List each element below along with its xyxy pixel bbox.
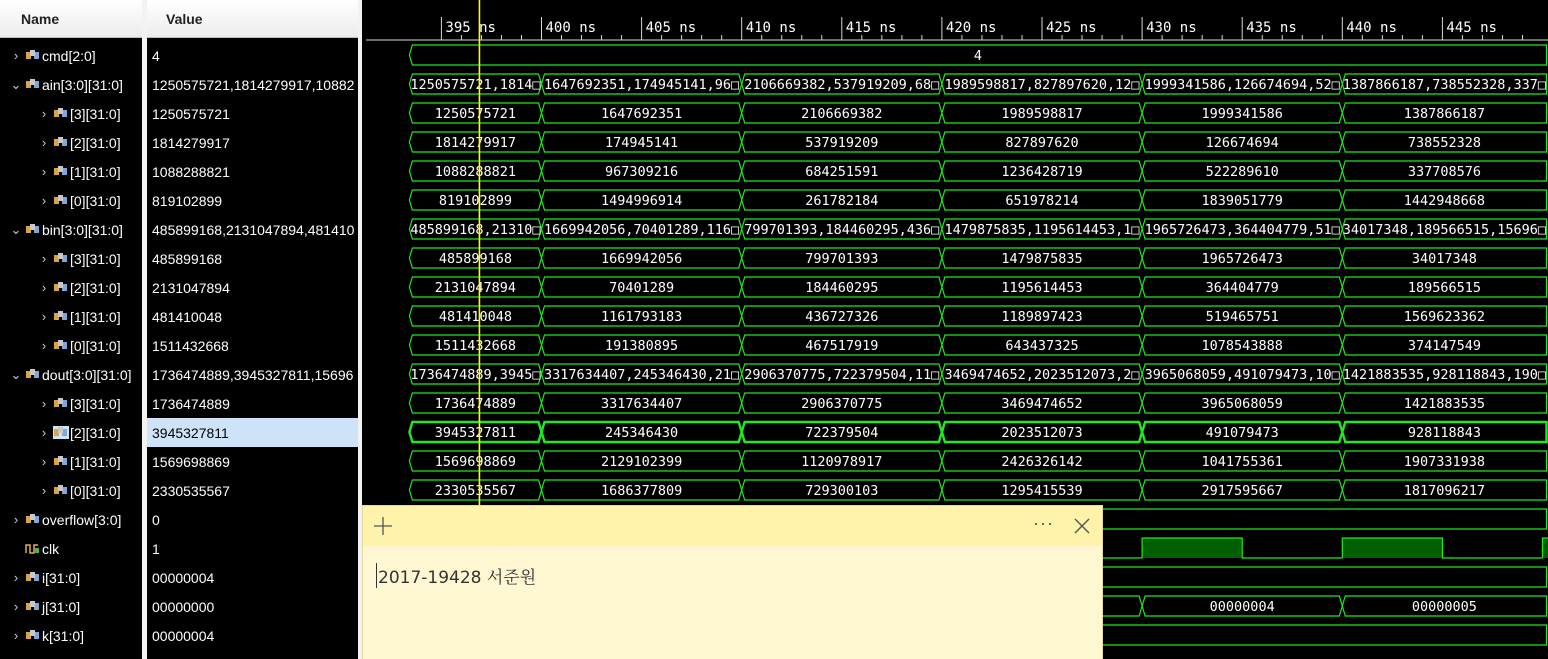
bus-value-label: 1669942056,70401289,116□ [544,222,740,238]
bus-icon [53,484,69,497]
bus-value-label: 1494996914 [600,193,683,209]
bus-value-label: 261782184 [805,193,879,209]
expand-chevron-icon[interactable]: › [41,338,47,353]
timeline-tick-label: 420 ns [945,20,997,36]
signal-row-name[interactable] [0,505,142,534]
bus-value-label: 1647692351 [600,106,683,122]
bus-value-label: 2906370775 [801,396,883,412]
bus-value-label: 3965068059,491079473,10□ [1144,367,1340,383]
bus-value-label: 1421883535,928118843,190□ [1342,367,1547,383]
bus-value-label: 1161793183 [600,309,683,325]
bus-value-label: 184460295 [805,280,879,296]
bus-value-label: 467517919 [805,338,879,354]
bus-value-label: 3469474652 [1001,396,1083,412]
bus-value-label: 643437325 [1005,338,1079,354]
bus-value-label: 827897620 [1005,135,1079,151]
expand-chevron-icon[interactable]: › [13,48,19,63]
bus-value-label: 1736474889,3945□ [410,367,541,383]
signal-row-value[interactable] [147,128,358,157]
signal-row-name[interactable] [0,302,142,331]
signal-value: 2131047894 [152,279,230,296]
bus-value-label: 189566515 [1407,280,1481,296]
signal-name: [3][31:0] [70,250,121,267]
bus-value-label: 1999341586,126674694,52□ [1144,77,1340,93]
bus-value-label: 967309216 [605,164,679,180]
signal-row-value[interactable] [147,186,358,215]
bus-value-label: 364404779 [1205,280,1279,296]
bus-value-label: 34017348 [1411,251,1477,267]
signal-value: 3945327811 [152,424,229,441]
timeline-tick-label: 410 ns [745,20,797,36]
signal-row-name[interactable] [0,418,142,447]
signal-row-name[interactable] [0,273,142,302]
bus-icon [53,281,69,294]
signal-value: 1088288821 [152,163,230,180]
signal-row-name[interactable] [0,99,142,128]
signal-row-name[interactable] [0,70,142,99]
values-panel [147,0,358,659]
signal-row-value[interactable] [147,563,358,592]
timeline-tick-label: 435 ns [1246,20,1297,36]
name-column-header[interactable]: Name [0,0,142,38]
bus-value-label: 799701393 [805,251,879,267]
add-note-icon[interactable] [372,515,394,537]
signal-value: 1736474889,3945327811,15696 [152,366,354,383]
bus-value-label: 2106669382,537919209,68□ [744,77,940,93]
bus-value-label: 3965068059 [1201,396,1283,412]
timeline-tick-label: 445 ns [1446,20,1497,36]
signal-row-value[interactable] [147,215,358,244]
bus-value-label: 2129102399 [600,454,683,470]
signal-name: [0][31:0] [70,337,121,354]
bus-value-label: 1999341586 [1201,106,1283,122]
signal-value: 00000004 [152,627,215,644]
signal-name: clk [42,540,60,557]
signal-name: [0][31:0] [70,192,121,209]
bus-value-label: 3317634407 [600,396,683,412]
bus-value-label: 2131047894 [434,280,517,296]
signal-row-value[interactable] [147,302,358,331]
signal-row-value[interactable] [147,273,358,302]
bus-icon [25,513,41,526]
signal-name: k[31:0] [42,627,85,644]
bus-value-label: 2330535567 [434,483,517,499]
bus-value-label: 1686377809 [600,483,683,499]
signal-value: 0 [152,511,160,528]
bus-value-label: 928118843 [1407,425,1481,441]
expand-chevron-icon[interactable]: › [41,106,47,121]
bus-value-label: 1965726473 [1201,251,1283,267]
signal-row-value[interactable] [147,476,358,505]
timeline-tick-label: 400 ns [545,20,597,36]
bus-value-label: 651978214 [1005,193,1079,209]
signal-value: 1569698869 [152,453,230,470]
bus-value-label: 2023512073 [1001,425,1083,441]
bus-value-label: 2917595667 [1201,483,1283,499]
expand-chevron-icon[interactable]: › [13,570,19,585]
bus-icon [53,136,69,149]
timeline-tick-label: 415 ns [845,20,897,36]
signal-value: 1250575721,1814279917,10882 [152,76,355,93]
bus-value-label: 3469474652,2023512073,2□ [944,367,1140,383]
signal-row-name[interactable] [0,447,142,476]
bus-value-label: 1442948668 [1403,193,1486,209]
bus-value-label: 34017348,189566515,15696□ [1342,222,1547,238]
signal-row-value[interactable] [147,389,358,418]
sticky-note-toolbar [363,506,1102,546]
collapse-chevron-icon[interactable]: ⌄ [10,222,22,237]
signal-name: i[31:0] [42,569,81,586]
signal-row-value[interactable] [147,534,358,563]
close-icon[interactable] [1073,517,1091,535]
bus-value-label: 1736474889 [434,396,517,412]
signal-row-name[interactable] [0,360,142,389]
bus-value-label: 1569623362 [1403,309,1486,325]
signal-row-value[interactable] [147,360,358,389]
bus-value-label: 537919209 [805,135,879,151]
bus-value-label: 70401289 [609,280,675,296]
signal-name: [1][31:0] [70,308,121,325]
bus-value-label: 729300103 [805,483,879,499]
signal-value: 1814279917 [152,134,230,151]
signal-row-value[interactable] [147,99,358,128]
signal-name: [0][31:0] [70,482,121,499]
signal-row-value[interactable] [147,244,358,273]
timeline-tick-label: 405 ns [645,20,697,36]
timeline-tick-label: 440 ns [1346,20,1397,36]
note-menu-icon[interactable]: ··· [1033,513,1054,533]
signal-value: 00000000 [152,598,215,615]
bus-value-label: 1421883535 [1403,396,1486,412]
bus-icon [53,339,69,352]
bus-icon [53,107,69,120]
bus-value-label: 684251591 [805,164,879,180]
bus-value-label: 1078543888 [1201,338,1283,354]
bus-value-label: 738552328 [1407,135,1481,151]
bus-value-label: 519465751 [1205,309,1279,325]
signal-row-name[interactable] [0,476,142,505]
signal-row-name[interactable] [0,534,142,563]
bus-value-label: 337708576 [1407,164,1481,180]
signal-row-name[interactable] [0,621,142,650]
signal-row-value[interactable] [147,592,358,621]
bus-value-label: 2106669382 [801,106,883,122]
bus-value-label: 374147549 [1407,338,1481,354]
signal-name: overflow[3:0] [42,511,122,528]
bus-value-label: 1250575721,1814□ [410,77,541,93]
bus-icon [25,600,41,613]
bus-icon [25,368,41,381]
signal-row-value[interactable] [147,447,358,476]
signal-value: 1736474889 [152,395,230,412]
signal-row-name[interactable] [0,592,142,621]
bus-icon [53,455,69,468]
expand-chevron-icon[interactable]: › [41,251,47,266]
signal-name: [1][31:0] [70,163,121,180]
bus-value-label: 126674694 [1205,135,1279,151]
clock-high-fill [1342,538,1442,558]
bus-value-label: 1041755361 [1201,454,1283,470]
bus-value-label: 1569698869 [434,454,517,470]
signal-value: 819102899 [152,192,223,209]
timeline-tick-label: 425 ns [1046,20,1097,36]
signal-value: 485899168 [152,250,223,267]
bus-value-label: 191380895 [605,338,679,354]
bus-value-label: 3317634407,245346430,21□ [544,367,740,383]
signal-row-name[interactable] [0,215,142,244]
signal-name: bin[3:0][31:0] [42,221,123,238]
signal-row-name[interactable] [0,244,142,273]
bus-value-label: 00000004 [1209,599,1275,615]
bus-value-label: 1989598817,827897620,12□ [944,77,1140,93]
clock-high-fill [1543,538,1548,558]
bus-icon [53,252,69,265]
bus-value-label: 1236428719 [1001,164,1083,180]
clock-high-fill [1142,538,1242,558]
bus-value-label: 1839051779 [1201,193,1283,209]
signal-value: 1 [152,540,160,557]
bus-icon [53,310,69,323]
expand-chevron-icon[interactable]: › [41,193,47,208]
bus-value-label: 1387866187,738552328,337□ [1342,77,1547,93]
bus-value-label: 4 [973,48,983,64]
bus-value-label: 1669942056 [600,251,683,267]
names-panel [0,0,142,659]
bus-icon [53,397,69,410]
signal-row-name[interactable] [0,41,142,70]
bus-value-label: 819102899 [438,193,513,209]
bus-value-label: 722379504 [805,425,879,441]
bus-icon [25,223,41,236]
collapse-chevron-icon[interactable]: ⌄ [10,77,22,92]
bus-value-label: 481410048 [438,309,513,325]
bus-value-label: 1088288821 [434,164,517,180]
bus-value-label: 1295415539 [1001,483,1083,499]
sticky-note[interactable] [363,506,1102,659]
bus-value-label: 2426326142 [1001,454,1083,470]
signal-name: [3][31:0] [70,105,121,122]
expand-chevron-icon[interactable]: › [13,599,19,614]
bus-value-label: 522289610 [1205,164,1279,180]
signal-row-value[interactable] [147,157,358,186]
signal-name: [1][31:0] [70,453,121,470]
signal-value: 1250575721 [152,105,230,122]
bus-value-label: 1189897423 [1001,309,1083,325]
bus-value-label: 1989598817 [1001,106,1083,122]
signal-name: dout[3:0][31:0] [42,366,132,383]
bus-value-label: 174945141 [605,135,679,151]
signal-row-name[interactable] [0,157,142,186]
bus-icon [25,78,41,91]
bus-icon [25,571,41,584]
bus-value-label: 1817096217 [1403,483,1486,499]
bus-value-label: 491079473 [1205,425,1279,441]
bus-value-label: 1814279917 [434,135,517,151]
signal-row-value[interactable] [147,41,358,70]
signal-name: [2][31:0] [70,134,121,151]
bus-value-label: 485899168 [438,251,513,267]
bus-icon [25,629,41,642]
expand-chevron-icon[interactable]: › [41,309,47,324]
signal-row-value[interactable] [147,331,358,360]
expand-chevron-icon[interactable]: › [41,483,47,498]
signal-name: [2][31:0] [70,424,121,441]
timeline-tick-label: 395 ns [445,20,496,36]
bus-icon [53,165,69,178]
expand-chevron-icon[interactable]: › [41,280,47,295]
sticky-note-text[interactable]: 2017-19428 서준원 [376,563,536,588]
signal-name: cmd[2:0] [42,47,96,64]
signal-value: 1511432668 [152,337,229,354]
bus-icon [53,194,69,207]
signal-value: 481410048 [152,308,223,325]
bus-value-label: 2906370775,722379504,11□ [744,367,940,383]
signal-value: 2330535567 [152,482,230,499]
expand-chevron-icon[interactable]: › [41,135,47,150]
bus-value-label: 1479875835,1195614453,1□ [944,222,1140,238]
bus-value-label: 436727326 [805,309,879,325]
signal-name: ain[3:0][31:0] [42,76,123,93]
expand-chevron-icon[interactable]: › [41,425,47,440]
bus-icon [53,426,69,439]
signal-value: 4 [152,47,160,64]
bus-value-label: 1387866187 [1403,106,1486,122]
expand-chevron-icon[interactable]: › [13,628,19,643]
signal-name: [3][31:0] [70,395,121,412]
signal-name: j[31:0] [42,598,81,615]
signal-row-name[interactable] [0,563,142,592]
bus-value-label: 1250575721 [434,106,517,122]
expand-chevron-icon[interactable]: › [41,454,47,469]
signal-row-name[interactable] [0,128,142,157]
bus-value-label: 799701393,184460295,436□ [744,222,940,238]
signal-row-name[interactable] [0,331,142,360]
collapse-chevron-icon[interactable]: ⌄ [10,367,22,382]
bus-value-label: 485899168,21310□ [410,222,541,238]
signal-value: 00000004 [152,569,215,586]
bus-value-label: 00000005 [1411,599,1477,615]
expand-chevron-icon[interactable]: › [41,396,47,411]
signal-row-value[interactable] [147,621,358,650]
bus-icon [25,49,41,62]
signal-name: [2][31:0] [70,279,121,296]
bus-value-label: 1965726473,364404779,51□ [1144,222,1340,238]
signal-row-value[interactable] [147,70,358,99]
signal-value: 485899168,2131047894,481410 [152,221,355,238]
signal-row-value[interactable] [147,505,358,534]
timeline-tick-label: 430 ns [1146,20,1197,36]
bus-value-label: 1195614453 [1001,280,1083,296]
bus-value-label: 1479875835 [1001,251,1083,267]
signal-row-name[interactable] [0,389,142,418]
expand-chevron-icon[interactable]: › [41,164,47,179]
signal-row-name[interactable] [0,186,142,215]
value-column-header[interactable]: Value [147,0,358,38]
bus-value-label: 3945327811 [434,425,517,441]
bus-value-label: 1647692351,174945141,96□ [544,77,740,93]
expand-chevron-icon[interactable]: › [13,512,19,527]
bus-value-label: 245346430 [605,425,679,441]
clock-signal-icon [25,542,41,555]
signal-row-value[interactable] [147,418,358,447]
bus-value-label: 1511432668 [434,338,517,354]
bus-value-label: 1907331938 [1403,454,1486,470]
bus-value-label: 1120978917 [801,454,883,470]
